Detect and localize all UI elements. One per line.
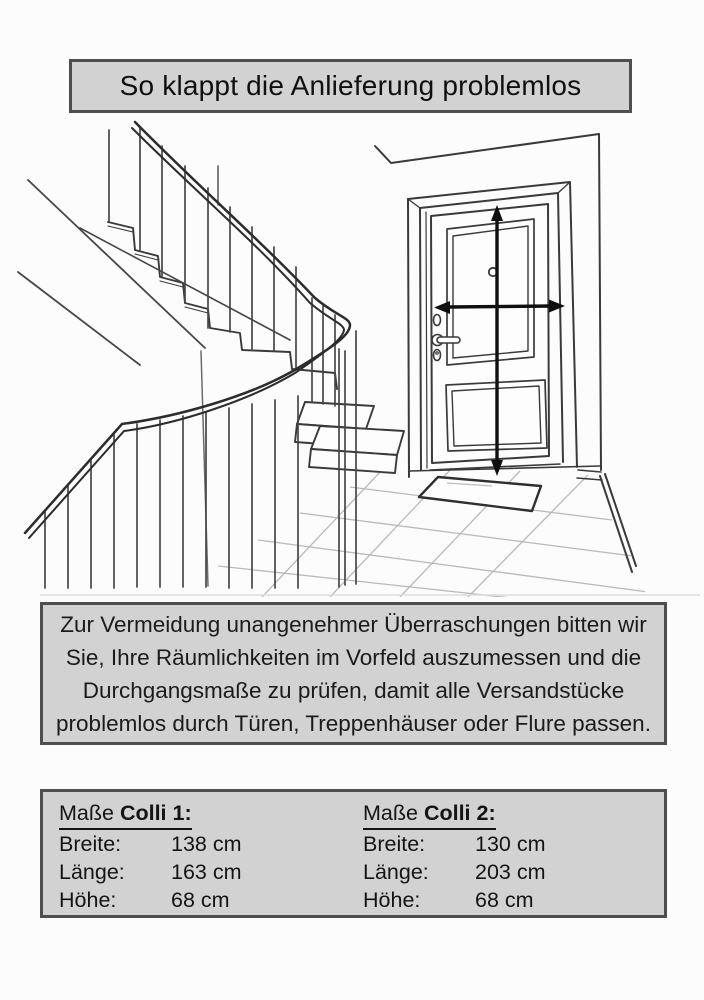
notice-line: problemlos durch Türen, Treppenhäuser oder Flure passen. [56, 710, 651, 736]
ceiling-edge [375, 134, 599, 163]
notice-line: Sie, Ihre Räumlichkeiten im Vorfeld auszumessen und die [65, 644, 642, 670]
hallway-illustration [0, 112, 704, 598]
table-row: Höhe: 68 cm [363, 888, 534, 912]
page-title: So klappt die Anlieferung problemlos [119, 70, 582, 101]
colli-2-heading: Maße Colli 2: [363, 798, 496, 830]
colli-1-heading: Maße Colli 1: [59, 798, 192, 830]
wall-corner [599, 134, 601, 470]
notice-line: Durchgangsmaße zu prüfen, damit alle Versandstücke [82, 677, 625, 703]
handrail-outer [25, 122, 350, 533]
notice-box [40, 602, 667, 745]
steps [108, 222, 404, 473]
notice-line: Zur Vermeidung unangenehmer Überraschungen bitten wir [60, 611, 647, 637]
colli-2-column [363, 798, 667, 915]
doormat-drawing [419, 477, 541, 511]
table-row: Länge: 203 cm [363, 860, 546, 884]
door-leaf [431, 204, 549, 463]
door-casing-inner-left [420, 208, 421, 470]
door-reveal-line [426, 212, 427, 468]
stair-wall-lines [18, 180, 290, 365]
door-casing-outer-left [408, 199, 409, 477]
dimensions-box [40, 789, 667, 918]
table-row: Breite: 138 cm [59, 832, 242, 856]
colli-1-column [59, 798, 363, 915]
table-row: Höhe: 68 cm [59, 888, 230, 912]
title-banner [69, 59, 632, 113]
handrail [25, 122, 350, 538]
table-row: Breite: 130 cm [363, 832, 546, 856]
hallway-drawing [0, 112, 704, 598]
table-row: Länge: 163 cm [59, 860, 242, 884]
floor-tiles-drawing [40, 468, 700, 598]
baseboard-outer [600, 476, 632, 572]
left-wall-corner [201, 351, 208, 586]
door-drawing [408, 182, 577, 477]
